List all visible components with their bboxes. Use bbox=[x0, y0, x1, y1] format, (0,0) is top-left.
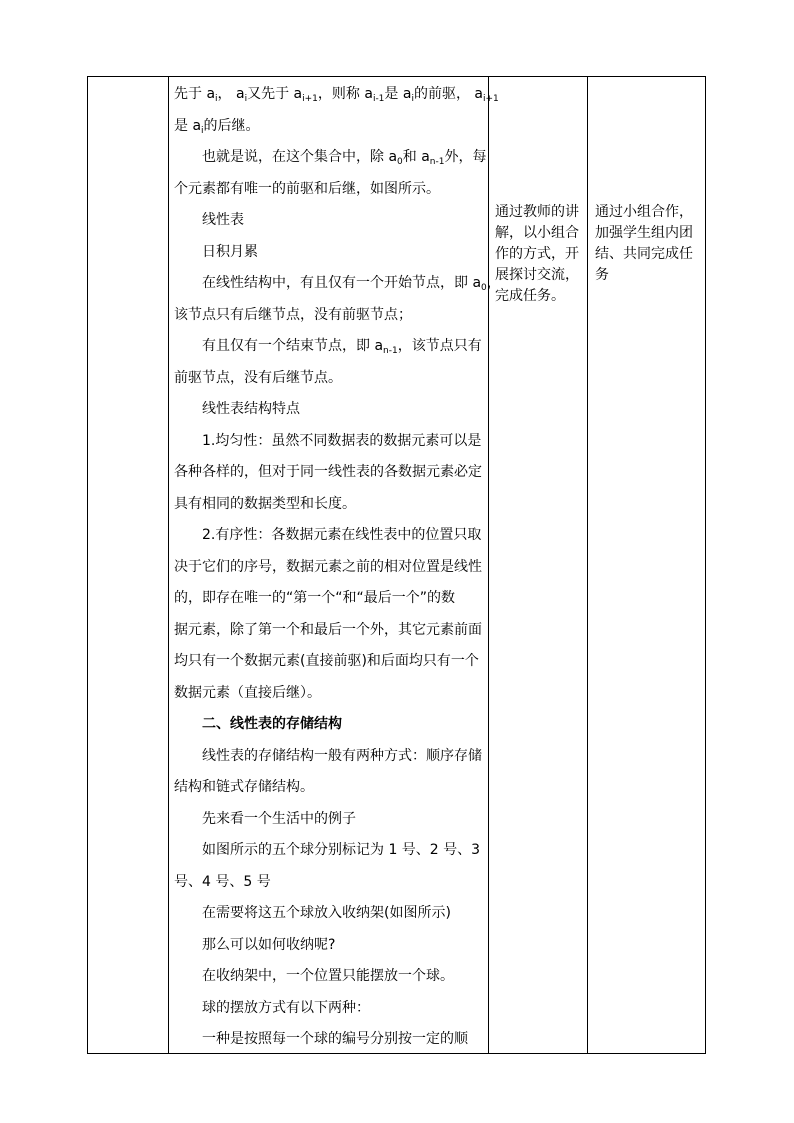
content-line: 一种是按照每一个球的编号分别按一定的顺 bbox=[202, 1031, 468, 1047]
content-line: 先来看一个生活中的例子 bbox=[202, 810, 356, 827]
content-line: 如图所示的五个球分别标记为 1 号、2 号、3 bbox=[202, 842, 481, 858]
content-line: 在需要将这五个球放入收纳架(如图所示) bbox=[202, 905, 451, 921]
content-heading: 线性表 bbox=[202, 212, 244, 228]
student-activity-line: 结、共同完成任 bbox=[595, 246, 693, 262]
teacher-activity-line: 展探讨交流， bbox=[495, 267, 579, 283]
content-line: 个元素都有唯一的前驱和后继，如图所示。 bbox=[174, 180, 440, 197]
content-line: 有且仅有一个结束节点，即 $a_{n-1}$，该节点只有 bbox=[202, 338, 482, 356]
teacher-activity-column bbox=[489, 77, 588, 1053]
content-line: 那么可以如何收纳呢? bbox=[202, 936, 336, 953]
content-line: 数据元素（直接后继）。 bbox=[174, 684, 321, 701]
teacher-activity-line: 完成任务。 bbox=[495, 288, 565, 304]
content-line: 据元素，除了第一个和最后一个外，其它元素前面 bbox=[174, 621, 482, 638]
teaching-content-column bbox=[169, 77, 501, 1053]
content-line: 在线性结构中，有且仅有一个开始节点，即 $a_0$， bbox=[202, 275, 501, 293]
student-activity-line: 通过小组合作， bbox=[595, 204, 693, 220]
content-line: 线性表的存储结构一般有两种方式：顺序存储 bbox=[202, 747, 482, 764]
content-line: 1.均匀性：虽然不同数据表的数据元素可以是 bbox=[202, 432, 482, 449]
content-heading: 日积月累 bbox=[202, 243, 258, 260]
section-heading: 二、线性表的存储结构 bbox=[202, 716, 342, 732]
content-line: 也就是说，在这个集合中，除 $a_0$和 $a_{n-1}$外，每 bbox=[202, 149, 487, 167]
teacher-activity-line: 通过教师的讲 bbox=[495, 204, 579, 220]
content-line: 的，即存在唯一的“第一个“和“最后一个”的数 bbox=[174, 590, 456, 606]
content-line: 号、4 号、5 号 bbox=[174, 873, 271, 890]
teacher-activity-line: 作的方式，开 bbox=[495, 246, 579, 262]
content-line: 在收纳架中，一个位置只能摆放一个球。 bbox=[202, 968, 454, 984]
content-line: 均只有一个数据元素(直接前驱)和后面均只有一个 bbox=[174, 653, 479, 669]
content-line: 结构和链式存储结构。 bbox=[174, 779, 314, 795]
content-line: 具有相同的数据类型和长度。 bbox=[174, 495, 356, 512]
content-line: 该节点只有后继节点，没有前驱节点； bbox=[174, 306, 412, 323]
student-activity-line: 务 bbox=[595, 267, 609, 283]
content-line: 各种各样的，但对于同一线性表的各数据元素必定 bbox=[174, 464, 482, 480]
content-line: 球的摆放方式有以下两种： bbox=[202, 999, 370, 1016]
student-activity-line: 加强学生组内团 bbox=[595, 225, 693, 241]
content-line: 2.有序性：各数据元素在线性表中的位置只取 bbox=[202, 527, 482, 543]
lesson-table bbox=[87, 76, 706, 1054]
content-line: 先于 $a_i$， $a_i$又先于 $a_{i+1}$，则称 $a_{i-1}$是 $a_i$的前驱， $a_{i+1}$ bbox=[174, 86, 499, 104]
content-line: 前驱节点，没有后继节点。 bbox=[174, 369, 342, 386]
stage-column bbox=[88, 77, 168, 1053]
content-line: 是 $a_i$的后继。 bbox=[174, 117, 260, 136]
teacher-activity-line: 解，以小组合 bbox=[495, 225, 579, 241]
content-heading: 线性表结构特点 bbox=[202, 401, 300, 417]
content-line: 决于它们的序号，数据元素之前的相对位置是线性 bbox=[174, 558, 482, 575]
student-activity-column bbox=[588, 77, 706, 1053]
